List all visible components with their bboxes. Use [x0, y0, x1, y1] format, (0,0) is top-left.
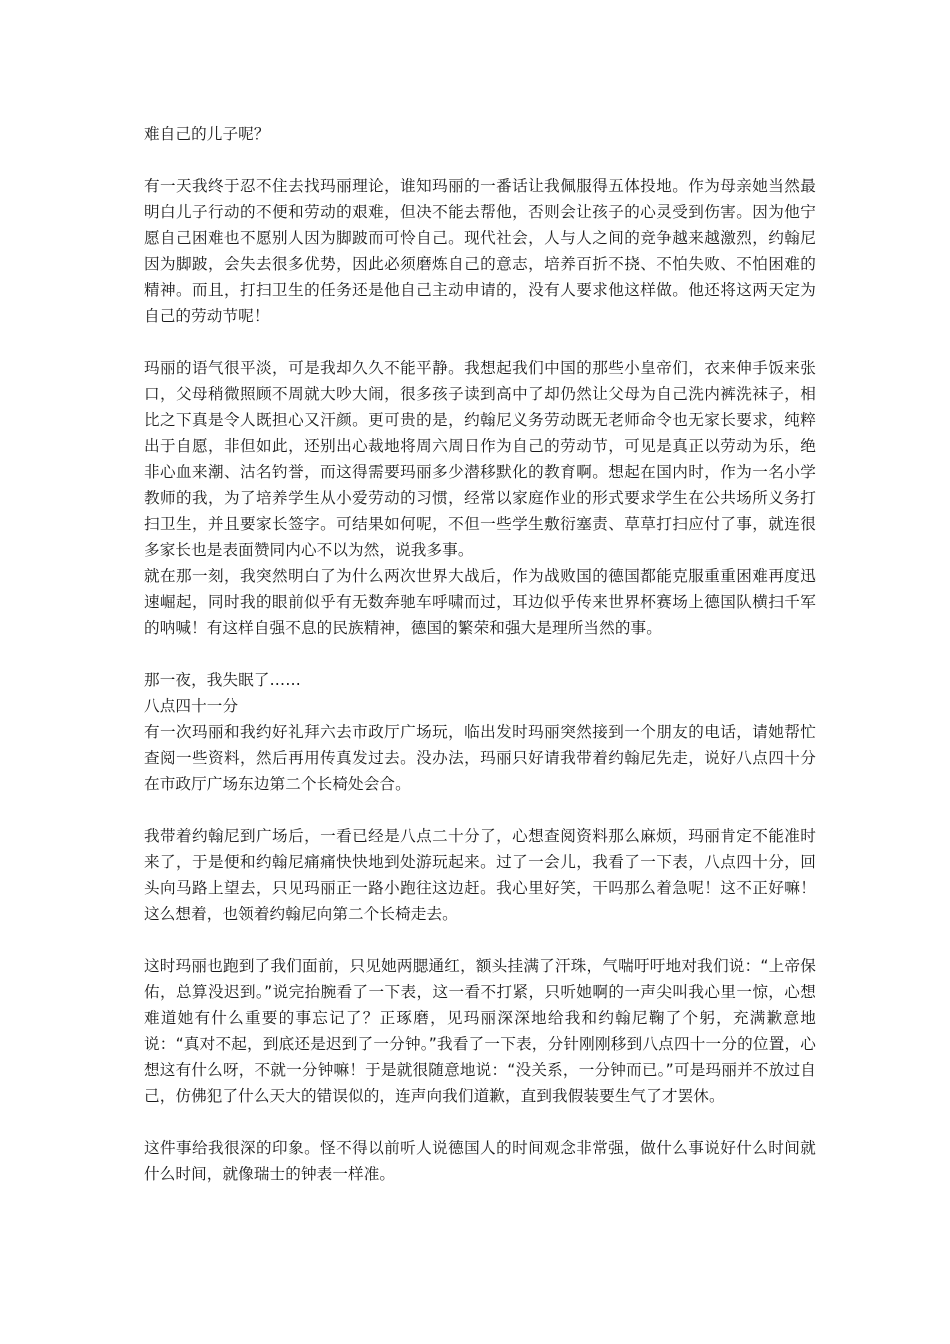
- paragraph-gap: [144, 329, 816, 355]
- paragraph-gap: [144, 147, 816, 173]
- paragraph-sleepless: 那一夜，我失眠了……: [144, 671, 301, 689]
- paragraph-one-minute: 这时玛丽也跑到了我们面前，只见她两腮通红，额头挂满了汗珠，气喘吁吁地对我们说：“上帝保佑，总算没迟到。”说完抬腕看了一下表，这一看不打紧，只听她啊的一声尖叫我心里一惊，心想难道她有什么重要的事忘记了？正琢磨，见玛丽深深地给我和约翰尼鞠了个躬，充满歉意地说：“真对不起，到底还是迟到了一分钟。”我看了一下表，分针刚刚移到八点四十一分的位置，心想这有什么呀，不就一分钟嘛！于是就很随意地说：“没关系，一分钟而已。”可是玛丽并不放过自己，仿佛犯了什么天大的错误似的，连声向我们道歉，直到我假装要生气了才罢休。: [144, 957, 816, 1105]
- paragraph-mary-explanation: 有一天我终于忍不住去找玛丽理论，谁知玛丽的一番话让我佩服得五体投地。作为母亲她当然最明白儿子行动的不便和劳动的艰难，但决不能去帮他，否则会让孩子的心灵受到伤害。因为他宁愿自己困难也不愿别人因为脚跛而可怜自己。现代社会，人与人之间的竞争越来越激烈，约翰尼因为脚跛，会失去很多优势，因此必须磨炼自己的意志，培养百折不挠、不怕失败、不怕困难的精神。而且，打扫卫生的任务还是他自己主动申请的，没有人要求他这样做。他还将这两天定为自己的劳动节呢！: [144, 177, 816, 325]
- paragraph-reflection: 玛丽的语气很平淡，可是我却久久不能平静。我想起我们中国的那些小皇帝们，衣来伸手饭来张口，父母稍微照顾不周就大吵大闹，很多孩子读到高中了却仍然让父母为自己洗内裤洗袜子，相比之下真是令人既担心又汗颜。更可贵的是，约翰尼义务劳动既无老师命令也无家长要求，纯粹出于自愿，非但如此，还别出心裁地将周六周日作为自己的劳动节，可见是真正以劳动为乐，绝非心血来潮、沽名钓誉，而这得需要玛丽多少潜移默化的教育啊。想起在国内时，作为一名小学教师的我，为了培养学生从小爱劳动的习惯，经常以家庭作业的形式要求学生在公共场所义务打扫卫生，并且要家长签字。可结果如何呢，不但一些学生敷衍塞责、草草打扫应付了事，就连很多家长也是表面赞同内心不以为然，说我多事。: [144, 359, 816, 559]
- section-heading: 八点四十一分: [144, 697, 239, 715]
- paragraph-impression: 这件事给我很深的印象。怪不得以前听人说德国人的时间观念非常强，做什么事说好什么时间就什么时间，就像瑞士的钟表一样准。: [144, 1139, 816, 1183]
- paragraph-appointment: 有一次玛丽和我约好礼拜六去市政厅广场玩，临出发时玛丽突然接到一个朋友的电话，请她帮忙查阅一些资料，然后再用传真发过去。没办法，玛丽只好请我带着约翰尼先走，说好八点四十分在市政厅广场东边第二个长椅处会合。: [144, 723, 816, 793]
- document-body: [144, 121, 816, 1187]
- paragraph-intro: 难自己的儿子呢？: [144, 125, 270, 143]
- paragraph-square: 我带着约翰尼到广场后，一看已经是八点二十分了，心想查阅资料那么麻烦，玛丽肯定不能准时来了，于是便和约翰尼痛痛快快地到处游玩起来。过了一会儿，我看了一下表，八点四十分，回头向马路上望去，只见玛丽正一路小跑往这边赶。我心里好笑，干吗那么着急呢！这不正好嘛！这么想着，也领着约翰尼向第二个长椅走去。: [144, 827, 816, 923]
- paragraph-gap: [144, 1109, 816, 1135]
- paragraph-gap: [144, 927, 816, 953]
- paragraph-realization: 就在那一刻，我突然明白了为什么两次世界大战后，作为战败国的德国都能克服重重困难再度迅速崛起，同时我的眼前似乎有无数奔驰车呼啸而过，耳边似乎传来世界杯赛场上德国队横扫千军的呐喊！有这样自强不息的民族精神，德国的繁荣和强大是理所当然的事。: [144, 567, 816, 637]
- paragraph-gap: [144, 797, 816, 823]
- paragraph-gap: [144, 641, 816, 667]
